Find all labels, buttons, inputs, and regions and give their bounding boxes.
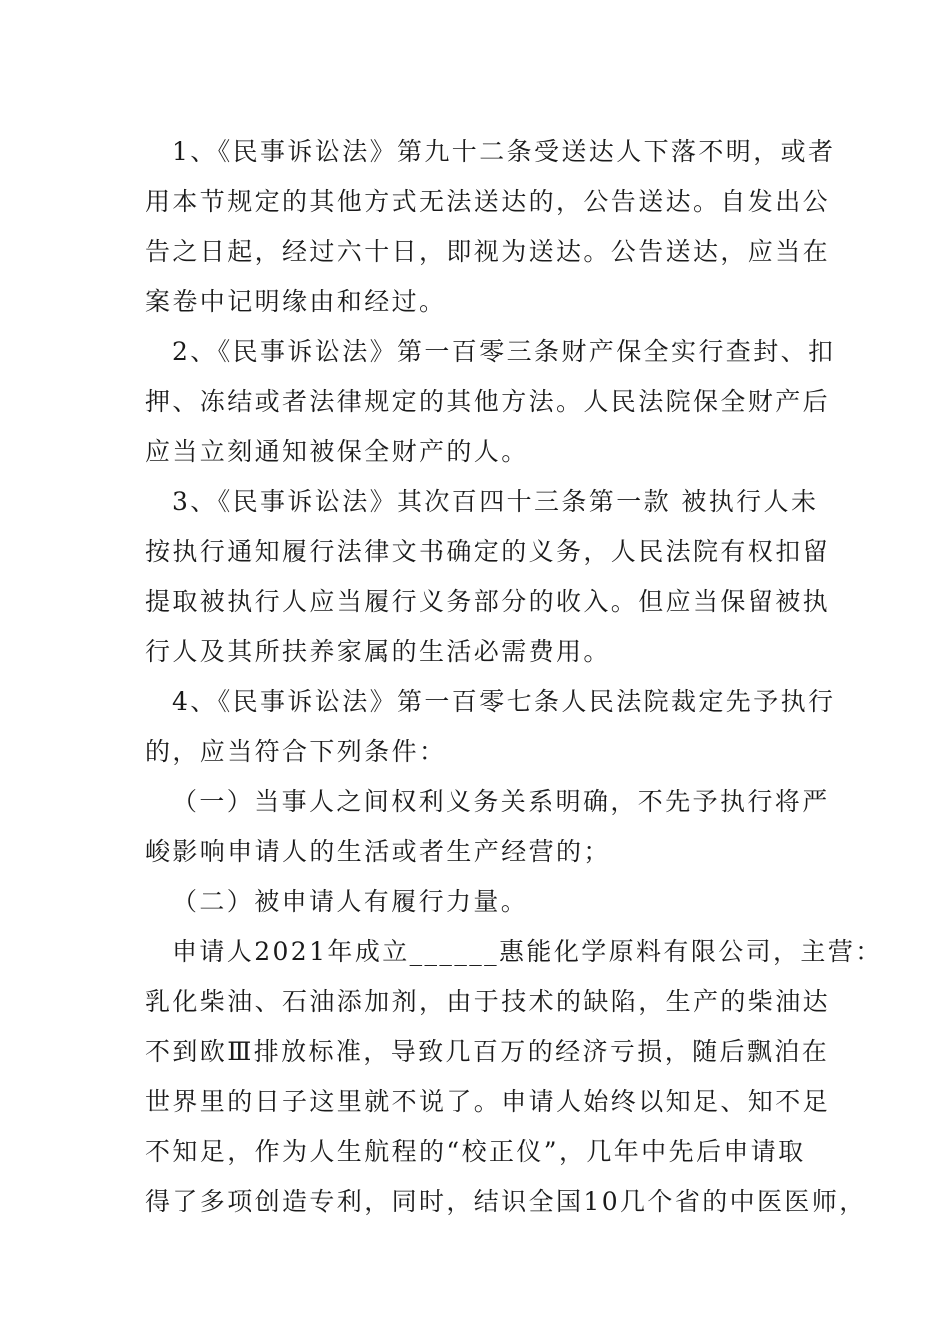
text-line: 应当立刻通知被保全财产的人。 [145, 437, 529, 466]
text-line: 行人及其所扶养家属的生活必需费用。 [145, 637, 611, 666]
text-line: 不到欧Ⅲ排放标准，导致几百万的经济亏损，随后飘泊在 [145, 1037, 830, 1066]
text-line: 不知足，作为人生航程的“校正仪”，几年中先后申请取 [145, 1137, 806, 1166]
text-line: 2、《民事诉讼法》第一百零三条财产保全实行查封、扣 [172, 337, 836, 366]
text-line: （二）被申请人有履行力量。 [172, 887, 529, 916]
text-line: （一）当事人之间权利义务关系明确，不先予执行将严 [172, 787, 830, 816]
text-line: 用本节规定的其他方式无法送达的，公告送达。自发出公 [145, 187, 831, 216]
text-line: 案卷中记明缘由和经过。 [145, 287, 447, 316]
text-line: 申请人2021年成立______惠能化学原料有限公司，主营： [172, 937, 883, 966]
text-line: 乳化柴油、石油添加剂，由于技术的缺陷，生产的柴油达 [145, 987, 831, 1016]
text-line: 告之日起，经过六十日，即视为送达。公告送达，应当在 [145, 237, 831, 266]
text-line: 押、冻结或者法律规定的其他方法。人民法院保全财产后 [145, 387, 831, 416]
text-line: 得了多项创造专利，同时，结识全国10几个省的中医医师， [145, 1187, 867, 1216]
text-line: 的，应当符合下列条件： [145, 737, 447, 766]
text-line: 峻影响申请人的生活或者生产经营的； [145, 837, 611, 866]
text-line: 1、《民事诉讼法》第九十二条受送达人下落不明，或者 [172, 137, 836, 166]
text-line: 4、《民事诉讼法》第一百零七条人民法院裁定先予执行 [172, 687, 836, 716]
text-line: 按执行通知履行法律文书确定的义务，人民法院有权扣留 [145, 537, 831, 566]
text-line: 世界里的日子这里就不说了。申请人始终以知足、知不足 [145, 1087, 831, 1116]
text-line: 3、《民事诉讼法》其次百四十三条第一款 被执行人未 [172, 487, 819, 516]
text-line: 提取被执行人应当履行义务部分的收入。但应当保留被执 [145, 587, 831, 616]
